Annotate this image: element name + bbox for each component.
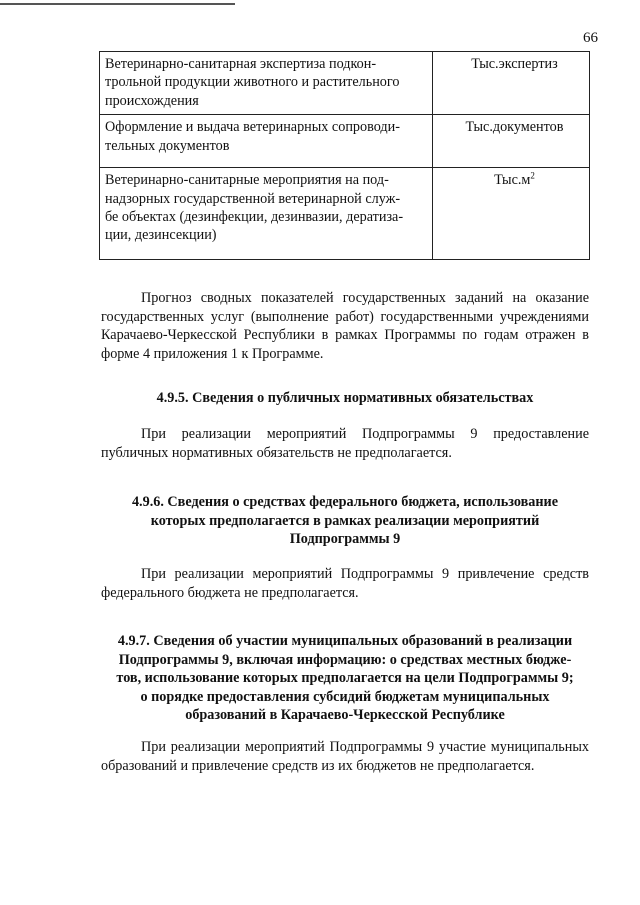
- cell-line: Ветеринарно-санитарные мероприятия на под-: [105, 172, 389, 189]
- section-heading: [101, 493, 589, 549]
- section-4-9-6: [101, 493, 589, 549]
- section-4-9-7: [101, 632, 589, 725]
- table-row: [100, 52, 590, 115]
- unit-text: Тыс.документов: [465, 119, 564, 136]
- section-paragraph: При реализации мероприятий Подпрограммы 9 участие муниципальных образований и привлечение средств из их бюджетов не предполагается.: [101, 739, 589, 774]
- heading-line: Подпрограммы 9: [289, 531, 401, 547]
- forecast-section: [101, 289, 589, 363]
- table-row: [100, 115, 590, 168]
- cell-line: тельных документов: [105, 137, 230, 154]
- heading-line: 4.9.6. Сведения о средствах федерального бюджета, использование: [131, 494, 559, 510]
- top-rule: [0, 3, 235, 5]
- table-cell-service: [100, 168, 433, 260]
- section-4-9-5-body: [101, 425, 589, 462]
- section-4-9-6-body: [101, 565, 589, 602]
- cell-line: надзорных государственной ветеринарной служ-: [105, 190, 401, 207]
- forecast-paragraph: Прогноз сводных показателей государственных заданий на оказание государственных услуг (выполнение работ) государственными учреждениями Карачаево-Черкесской Республики в рамках Программы по годам отражен в форме 4 приложения 1 к Программе.: [101, 290, 589, 362]
- heading-line: образований в Карачаево-Черкесской Республике: [185, 707, 505, 723]
- heading-line: которых предполагается в рамках реализации мероприятий: [150, 512, 540, 529]
- cell-line: трольной продукции животного и растительного: [105, 74, 400, 91]
- heading-line: Подпрограммы 9, включая информацию: о средствах местных бюдже-: [118, 651, 572, 668]
- table-cell-unit: [433, 52, 590, 115]
- heading-line: о порядке предоставления субсидий бюджетам муниципальных: [140, 688, 550, 705]
- table-cell-unit: [433, 168, 590, 260]
- table-cell-service: [100, 115, 433, 168]
- cell-line: Оформление и выдача ветеринарных сопроводи-: [105, 119, 400, 136]
- heading-line: тов, использование которых предполагается на цели Подпрограммы 9;: [116, 670, 574, 686]
- table-cell-service: [100, 52, 433, 115]
- cell-line: ции, дезинсекции): [105, 227, 217, 244]
- unit-text: Тыс.экспертиз: [471, 56, 558, 72]
- services-table: [99, 51, 590, 260]
- cell-line: бе объектах (дезинфекции, дезинвазии, дератиза-: [105, 209, 404, 226]
- section-4-9-7-body: [101, 738, 589, 775]
- table-cell-unit: [433, 115, 590, 168]
- unit-text: Тыс.м: [494, 172, 531, 189]
- section-paragraph: При реализации мероприятий Подпрограммы 9 привлечение средств федерального бюджета не предполагается.: [101, 566, 589, 601]
- heading-line: 4.9.7. Сведения об участии муниципальных образований в реализации: [117, 633, 573, 649]
- table-row: [100, 168, 590, 260]
- section-heading: [101, 632, 589, 725]
- section-paragraph: При реализации мероприятий Подпрограммы 9 предоставление публичных нормативных обязательств не предполагается.: [101, 426, 589, 461]
- section-heading: 4.9.5. Сведения о публичных нормативных обязательствах: [156, 390, 534, 406]
- section-4-9-5: [101, 389, 589, 408]
- unit-superscript: 2: [530, 170, 535, 181]
- cell-line: Ветеринарно-санитарная экспертиза подкон-: [105, 56, 377, 72]
- cell-line: происхождения: [105, 92, 199, 109]
- page-number: 66: [583, 30, 598, 46]
